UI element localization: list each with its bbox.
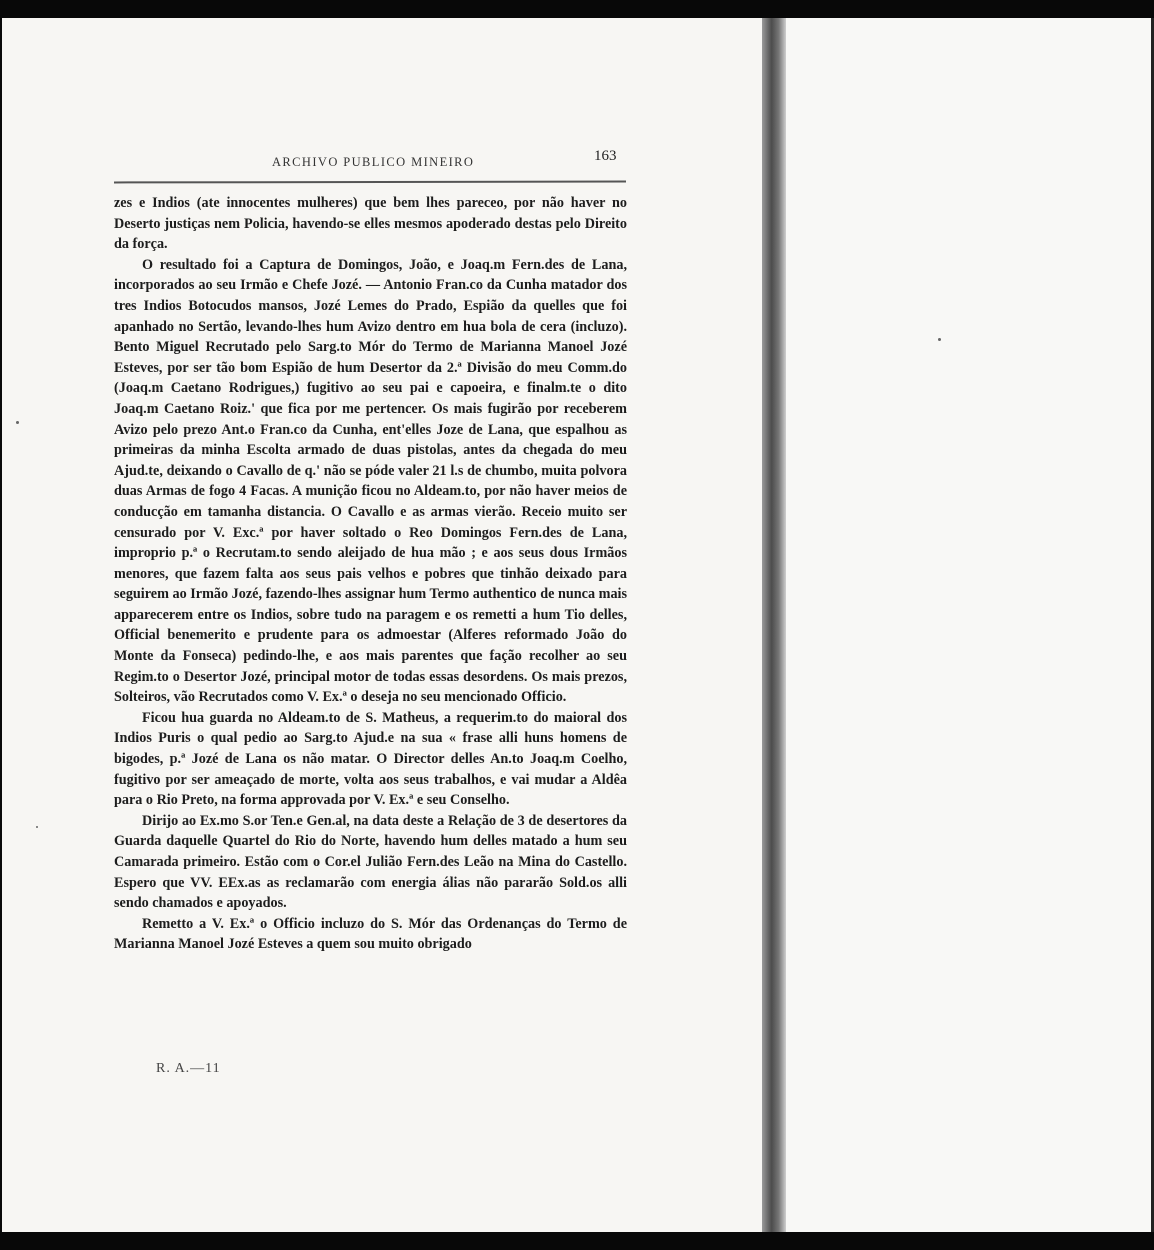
paragraph: Dirijo ao Ex.mo S.or Ten.e Gen.al, na data deste a Relação de 3 de desertores da Guarda daquelle Quartel do Rio do Norte, havendo hum delles matado a hum seu Camarada primeiro. Estão com o Cor.el Julião Fern.des Leão na Mina do Castello. Espero que VV. EEx.as as reclamarão com energia álias não pararão Sold.os alli sendo chamados e apoyados. [114, 812, 627, 912]
scan-bottom-border [0, 1232, 1154, 1250]
paragraph: Ficou hua guarda no Aldeam.to de S. Matheus, a requerim.to do maioral dos Indios Puris o qual pedio ao Sarg.to Ajud.e na sua « frase alli huns homens de bigodes, p.ª Jozé de Lana os não matar. O Director delles An.to Joaq.m Coelho, fugitivo por ser ameaçado de morte, volta aos seus trabalhos, e vai mudar a Aldêa para o Rio Preto, na forma approvada por V. Ex.ª e seu Conselho. [114, 709, 627, 809]
body-text [114, 193, 627, 955]
paragraph: O resultado foi a Captura de Domingos, João, e Joaq.m Fern.des de Lana, incorporados ao seu Irmão e Chefe Jozé. — Antonio Fran.co da Cunha matador dos tres Indios Botocudos mansos, Jozé Lemes do Prado, Espião da quelles que foi apanhado no Sertão, levando-lhes hum Avizo dentro em hua bola de cera (incluzo). Bento Miguel Recrutado pelo Sarg.to Mór do Termo de Marianna Manoel Jozé Esteves, por ser tão bom Espião de hum Desertor da 2.ª Divisão do meu Comm.do (Joaq.m Caetano Rodrigues,) fugitivo ao seu pai e capoeira, e finalm.te o dito Joaq.m Caetano Roiz.' que fica por me pertencer. Os mais fugirão por receberem Avizo pelo prezo Ant.o Fran.co da Cunha, ent'elles Joze de Lana, que espalhou as primeiras da minha Escolta armado de duas pistolas, antes da chegada do meu Ajud.te, deixando o Cavallo de q.' não se póde valer 21 l.s de chumbo, muita polvora duas Armas de fogo 4 Facas. A munição ficou no Aldeam.to, por não haver meios de conducção em tamanha distancia. O Cavallo e as armas vierão. Receio muito ser censurado por V. Exc.ª por haver soltado o Reo Domingos Fern.des de Lana, improprio p.ª o Recrutam.to sendo aleijado de hua mão ; e aos seus dous Irmãos menores, que fazem falta aos seus pais velhos e pobres que tinhão deixado para seguirem ao Irmão Jozé, fazendo-lhes assignar hum Termo authentico de nunca mais apparecerem entre os Indios, sobre tudo na paragem e os remetti a hum Tio delles, Official benemerito e prudente para os admoestar (Alferes reformado João do Monte da Fonseca) pedindo-lhe, e aos mais parentes que fação recolher ao seu Regim.to o Desertor Jozé, principal motor de todas essas desordens. Os mais prezos, Solteiros, vão Recrutados como V. Ex.ª o deseja no seu mencionado Officio. [114, 256, 627, 706]
running-head: ARCHIVO PUBLICO MINEIRO [272, 155, 475, 169]
signature-mark: R. A.—11 [156, 1061, 221, 1076]
scan-top-border [0, 0, 1154, 20]
book-gutter [762, 18, 786, 1236]
paragraph: Remetto a V. Ex.ª o Officio incluzo do S. Mór das Ordenanças do Termo de Marianna Manoel Jozé Esteves a quem sou muito obrigado [114, 915, 627, 953]
dust-speck [36, 826, 38, 828]
dust-speck [938, 338, 941, 341]
dust-speck [16, 421, 19, 424]
page-number: 163 [594, 148, 617, 164]
right-page-blank [786, 18, 1154, 1236]
paragraph: zes e Indios (ate innocentes mulheres) que bem lhes pareceo, por não haver no Deserto justiças nem Policia, havendo-se elles mesmos apoderado destas pelo Direito da força. [114, 195, 627, 253]
